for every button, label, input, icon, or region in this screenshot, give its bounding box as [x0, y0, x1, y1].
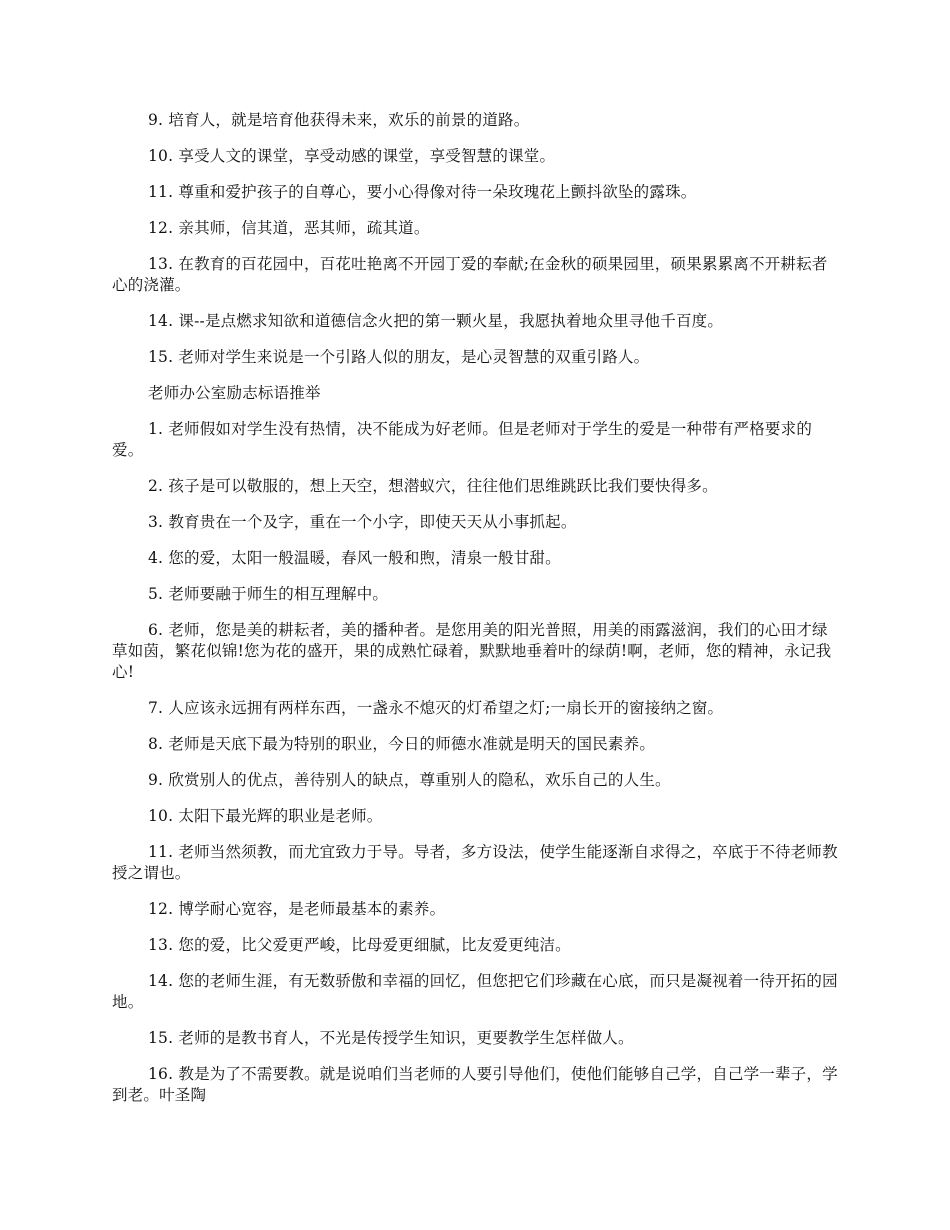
slogan-item: 2. 孩子是可以敬服的，想上天空，想潜蚁穴，往往他们思维跳跃比我们要快得多。: [148, 477, 718, 495]
slogan-item: 13. 您的爱，比父爱更严峻，比母爱更细腻，比友爱更纯洁。: [148, 936, 571, 954]
slogan-item: 11. 老师当然须教，而尤宜致力于导。导者，多方设法，使学生能逐渐自求得之，卒底于不待老师教授之谓也。: [112, 843, 838, 882]
section-heading: 老师办公室励志标语推举: [148, 384, 321, 402]
slogan-item: 8. 老师是天底下最为特别的职业，今日的师德水准就是明天的国民素养。: [148, 735, 656, 753]
quote-item: 14. 课--是点燃求知欲和道德信念火把的第一颗火星，我愿执着地众里寻他千百度。: [148, 312, 724, 330]
slogan-item: 3. 教育贵在一个及字，重在一个小字，即使天天从小事抓起。: [148, 513, 577, 531]
slogan-item: 15. 老师的是教书育人，不光是传授学生知识，更要教学生怎样做人。: [148, 1029, 634, 1047]
quote-item: 11. 尊重和爱护孩子的自尊心，要小心得像对待一朵玫瑰花上颤抖欲坠的露珠。: [148, 183, 697, 201]
quote-item: 15. 老师对学生来说是一个引路人似的朋友，是心灵智慧的双重引路人。: [148, 348, 650, 366]
quote-item: 12. 亲其师，信其道，恶其师，疏其道。: [148, 219, 430, 237]
slogan-item: 1. 老师假如对学生没有热情，决不能成为好老师。但是老师对于学生的爱是一种带有严格要求的爱。: [112, 420, 813, 459]
slogan-item: 6. 老师，您是美的耕耘者，美的播种者。是您用美的阳光普照，用美的雨露滋润，我们的心田才绿草如茵，繁花似锦!您为花的盛开，果的成熟忙碌着，默默地垂着叶的绿荫!啊，老师，您的精神，永记我心!: [112, 621, 832, 681]
document-body: [112, 110, 838, 1121]
slogan-item: 16. 教是为了不需要教。就是说咱们当老师的人要引导他们，使他们能够自己学，自己学一辈子，学到老。叶圣陶: [112, 1065, 838, 1104]
slogan-item: 7. 人应该永远拥有两样东西，一盏永不熄灭的灯希望之灯;一扇长开的窗接纳之窗。: [148, 699, 724, 717]
slogan-item: 5. 老师要融于师生的相互理解中。: [148, 585, 389, 603]
slogan-item: 10. 太阳下最光辉的职业是老师。: [148, 807, 383, 825]
slogan-item: 14. 您的老师生涯，有无数骄傲和幸福的回忆，但您把它们珍藏在心底，而只是凝视着一待开拓的园地。: [112, 972, 838, 1011]
slogan-item: 12. 博学耐心宽容，是老师最基本的素养。: [148, 900, 446, 918]
quote-item: 9. 培育人，就是培育他获得未来，欢乐的前景的道路。: [148, 111, 530, 129]
slogan-item: 4. 您的爱，太阳一般温暖，春风一般和煦，清泉一般甘甜。: [148, 549, 561, 567]
quote-item: 13. 在教育的百花园中，百花吐艳离不开园丁爱的奉献;在金秋的硕果园里，硕果累累离不开耕耘者心的浇灌。: [112, 255, 828, 294]
slogan-item: 9. 欣赏别人的优点，善待别人的缺点，尊重别人的隐私，欢乐自己的人生。: [148, 771, 671, 789]
quote-item: 10. 享受人文的课堂，享受动感的课堂，享受智慧的课堂。: [148, 147, 556, 165]
